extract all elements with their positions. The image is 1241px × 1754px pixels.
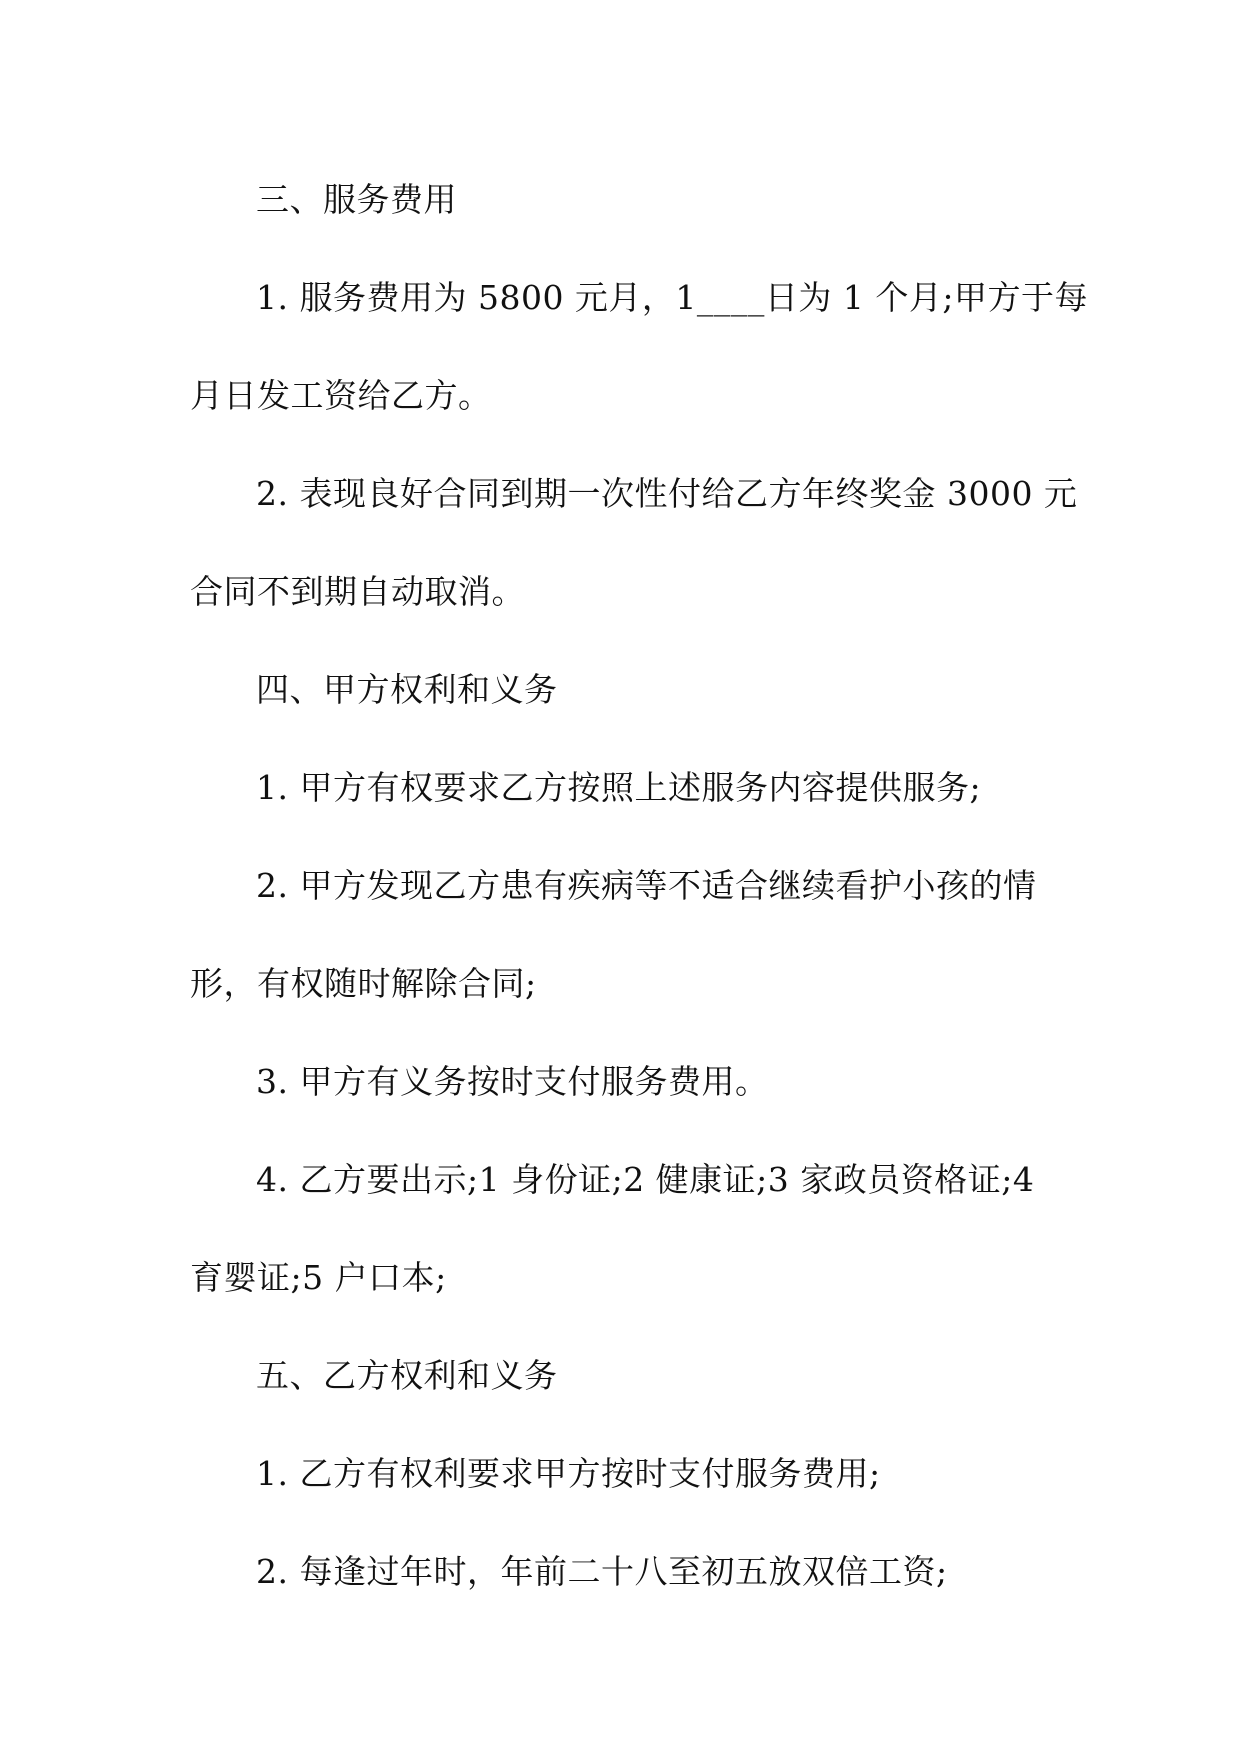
paragraph-line: 1. 甲方有权要求乙方按照上述服务内容提供服务;: [256, 768, 982, 807]
paragraph-line: 形，有权随时解除合同;: [190, 964, 537, 1003]
paragraph-line: 3. 甲方有义务按时支付服务费用。: [256, 1062, 769, 1101]
paragraph-line: 1. 服务费用为 5800 元月，1____日为 1 个月;甲方于每: [256, 278, 1089, 317]
section-heading-party-a: 四、甲方权利和义务: [256, 670, 558, 709]
paragraph-line: 2. 甲方发现乙方患有疾病等不适合继续看护小孩的情: [256, 866, 1037, 905]
paragraph-line: 1. 乙方有权利要求甲方按时支付服务费用;: [256, 1454, 881, 1493]
paragraph-line: 4. 乙方要出示;1 身份证;2 健康证;3 家政员资格证;4: [256, 1160, 1035, 1199]
paragraph-line: 2. 表现良好合同到期一次性付给乙方年终奖金 3000 元: [256, 474, 1078, 513]
paragraph-line: 育婴证;5 户口本;: [190, 1258, 447, 1297]
paragraph-line: 月日发工资给乙方。: [190, 376, 492, 415]
section-heading-party-b: 五、乙方权利和义务: [256, 1356, 558, 1395]
paragraph-line: 2. 每逢过年时，年前二十八至初五放双倍工资;: [256, 1552, 948, 1591]
paragraph-line: 合同不到期自动取消。: [190, 572, 525, 611]
section-heading-fees: 三、服务费用: [256, 180, 457, 219]
